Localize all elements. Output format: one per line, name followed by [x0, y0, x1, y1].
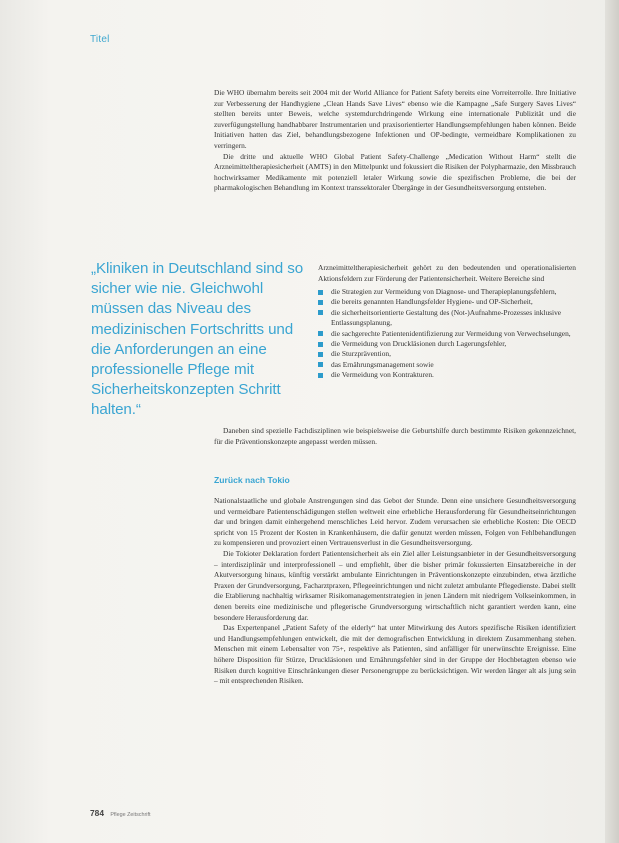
- paragraph: Nationalstaatliche und globale Anstrengungen sind das Gebot der Stunde. Denn eine unsichere Gesundheitsversorgung und vermeidbare Patientenschädigungen stellen weltweit eine erhebliche Herausforderung für Gesundheitseinrichtungen dar und bringen damit einhergehend menschliches Leid hervor. Zudem verursachen sie erhebliche Kosten: Die OECD spricht von 15 Prozent der Kosten in Krankenhäusern, die dafür genutzt werden müssen, Folgen von Fehlbehandlungen zu kompensieren und provoziert einen Vertrauensverlust in die Gesundheitsversorgung.: [214, 496, 576, 548]
- bullet-square-icon: [318, 290, 323, 295]
- paragraph: Das Expertenpanel „Patient Safety of the elderly“ hat unter Mitwirkung des Autors spezifische Risiken identifiziert und Handlungsempfehlungen entwickelt, die mit der demografischen Entwicklung in direktem Zusammenhang stehen. Menschen mit einem Lebensalter von 75+, respektive als Patienten, sind anfälliger für unerwünschte Ereignisse. Eine höhere Disposition für Stürze, Druckläsionen und Ernährungsfehler sind in der Gruppe der Hochbetagten ebenso wie Risiken durch kognitive Einschränkungen dieser Personengruppe zu berücksichtigen. Wir werden länger alt als jung sein – mit entsprechenden Risiken.: [214, 623, 576, 686]
- list-item-text: die bereits genannten Handlungsfelder Hygiene- und OP-Sicherheit,: [331, 297, 533, 307]
- bullet-square-icon: [318, 342, 323, 347]
- section-label: Titel: [90, 34, 110, 45]
- after-bullets-paragraph: [214, 426, 576, 447]
- list-item: [318, 349, 576, 359]
- intro-paragraph: Arzneimitteltherapiesicherheit gehört zu den bedeutenden und operationalisierten Aktionsfeldern zur Förderung der Patientensicherheit. Weitere Bereiche sind: [318, 263, 576, 283]
- bullet-square-icon: [318, 362, 323, 367]
- list-item-text: die Vermeidung von Kontrakturen.: [331, 370, 434, 380]
- bottom-text-column: [214, 496, 576, 687]
- publication-name: Pflege Zeitschrift: [110, 812, 151, 818]
- bullet-list: [318, 287, 576, 381]
- paragraph: Daneben sind spezielle Fachdisziplinen wie beispielsweise die Geburtshilfe durch bestimmte Risiken gekennzeichnet, für die Präventionskonzepte angepasst werden müssen.: [214, 426, 576, 446]
- list-item: [318, 297, 576, 307]
- page-number: 784: [90, 808, 104, 818]
- section-subheading: Zurück nach Tokio: [214, 475, 290, 485]
- bullet-square-icon: [318, 310, 323, 315]
- list-item: [318, 360, 576, 370]
- paragraph: Die dritte und aktuelle WHO Global Patient Safety-Challenge „Medication Without Harm“ stellt die Arzneimitteltherapiesicherheit (AMTS) in den Mittelpunkt und fokussiert die Risiken der Polypharmazie, den Missbrauch hochwirksamer Medikamente mit potenziell letaler Wirkung sowie die spezifischen Probleme, die bei der pharmakologischen Behandlung im Kontext transsektoraler Übergänge in der Gesundheitsversorgung entstehen.: [214, 151, 576, 193]
- bullet-square-icon: [318, 331, 323, 336]
- top-text-column: [214, 88, 576, 194]
- list-item-text: die sachgerechte Patientenidentifizierung zur Vermeidung von Verwechselungen,: [331, 328, 571, 338]
- list-item: [318, 308, 576, 329]
- list-item: [318, 339, 576, 349]
- list-item-text: die sicherheitsorientierte Gestaltung des (Not-)Aufnahme-Prozesses inklusive Entlassungsplanung,: [331, 307, 562, 328]
- bullet-square-icon: [318, 373, 323, 378]
- bullet-square-icon: [318, 300, 323, 305]
- pull-quote: „Kliniken in Deutschland sind so sicher wie nie. Gleichwohl müssen das Niveau des medizinischen Fortschritts und die Anforderungen an eine professionelle Pflege mit Sicherheitskonzepten Schritt halten.“: [91, 260, 304, 419]
- list-item-text: die Sturzprävention,: [331, 349, 391, 359]
- list-item: [318, 370, 576, 380]
- list-item: [318, 329, 576, 339]
- page-footer: [90, 808, 150, 818]
- page-edge: [605, 0, 619, 843]
- bullet-square-icon: [318, 352, 323, 357]
- list-item: [318, 287, 576, 297]
- list-item-text: das Ernährungsmanagement sowie: [331, 359, 434, 369]
- list-item-text: die Vermeidung von Druckläsionen durch Lagerungsfehler,: [331, 339, 507, 349]
- list-item-text: die Strategien zur Vermeidung von Diagnose- und Therapieplanungsfehlern,: [331, 287, 557, 296]
- paragraph: Die WHO übernahm bereits seit 2004 mit der World Alliance for Patient Safety bereits eine Vorreiterrolle. Ihre Initiative zur Verbesserung der Handhygiene „Clean Hands Save Lives“ ebenso wie die Kampagne „Safe Surgery Saves Lives“ stellten bereits unter Beweis, welche systemdurchdringende Wirkung eine internationale Publizität und die zuverfügungstellung handhabbarer Instrumentarien und praxisorientierter Handlungsempfehlungen haben können. Beide Initiativen hatten das Ziel, behandlungsbezogene Infektionen und OP-bedingte, vermeidbare Komplikationen zu verringern.: [214, 88, 576, 150]
- paragraph: Die Tokioter Deklaration fordert Patientensicherheit als ein Ziel aller Leistungsanbieter in der Gesundheitsversorgung – interdisziplinär und interprofessionell – und empfiehlt, über die bisher primär fokussierten Einsatzbereiche in der Akutversorgung hinaus, künftig verstärkt ambulante Einrichtungen in Präventionskonzepte einzubinden, etwa ärztliche Praxen der Grundversorgung, Facharztpraxen, Pflegeeinrichtungen und nicht zuletzt ambulante Pflegedienste. Dabei stellt die Etablierung nachhaltig wirksamer Risikomanagementstrategien in jenen Ländern mit niedrigem Volkseinkommen, in denen bereits eine medizinische und pflegerische Grundversorgung wirtschaftlich nicht garantiert werden kann, eine besondere Herausforderung dar.: [214, 548, 576, 622]
